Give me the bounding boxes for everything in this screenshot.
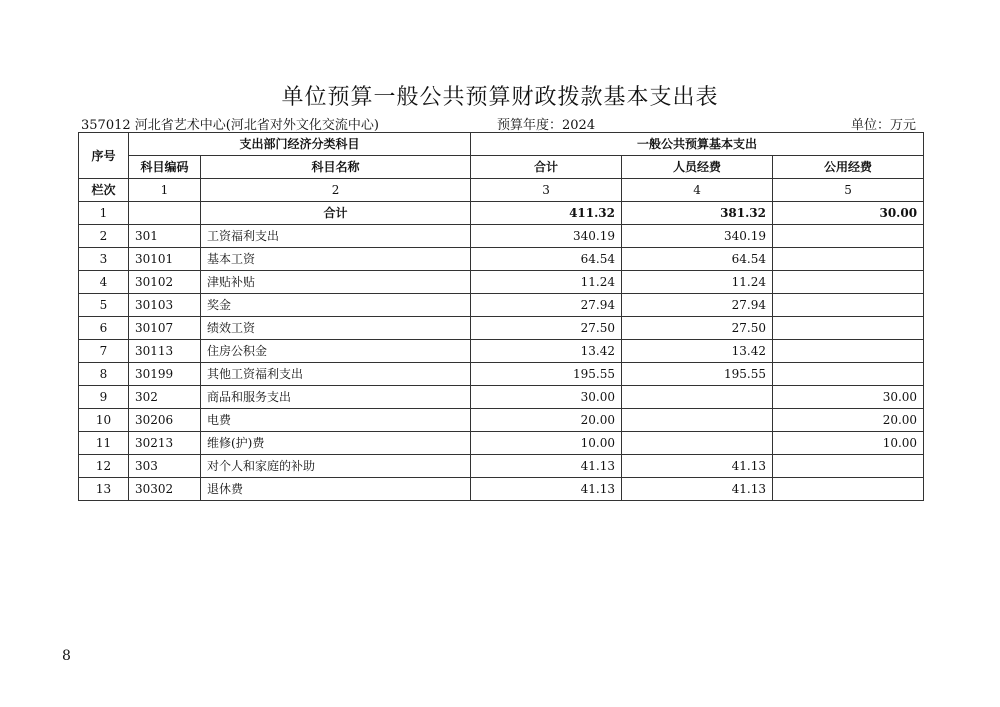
row-seq: 3	[79, 248, 129, 271]
row-public: 30.00	[773, 202, 924, 225]
table-row	[79, 409, 924, 432]
organization-label: 357012 河北省艺术中心(河北省对外文化交流中心)	[81, 118, 379, 133]
row-seq: 2	[79, 225, 129, 248]
row-public	[773, 225, 924, 248]
row-total: 20.00	[471, 409, 622, 432]
row-code: 30107	[129, 317, 201, 340]
column-index-2: 2	[201, 179, 471, 202]
header-name: 科目名称	[201, 156, 471, 179]
unit-label: 单位：万元	[850, 118, 916, 133]
row-total: 64.54	[471, 248, 622, 271]
table-row	[79, 271, 924, 294]
row-seq: 6	[79, 317, 129, 340]
row-code: 30213	[129, 432, 201, 455]
table-row	[79, 455, 924, 478]
row-public	[773, 248, 924, 271]
header-group-classification: 支出部门经济分类科目	[129, 133, 471, 156]
row-code: 301	[129, 225, 201, 248]
row-personnel	[622, 432, 773, 455]
header-group-basic-expenditure: 一般公共预算基本支出	[471, 133, 924, 156]
header-row-group	[79, 133, 924, 156]
column-index-1: 1	[129, 179, 201, 202]
table-row	[79, 363, 924, 386]
page-title: 单位预算一般公共预算财政拨款基本支出表	[281, 85, 719, 110]
column-index-row	[79, 179, 924, 202]
row-code: 30199	[129, 363, 201, 386]
column-index-3: 3	[471, 179, 622, 202]
row-name: 奖金	[201, 294, 471, 317]
row-total: 340.19	[471, 225, 622, 248]
row-seq: 8	[79, 363, 129, 386]
row-personnel: 41.13	[622, 478, 773, 501]
budget-year-label: 预算年度：2024	[497, 118, 596, 133]
row-personnel: 340.19	[622, 225, 773, 248]
column-index-5: 5	[773, 179, 924, 202]
table-row	[79, 294, 924, 317]
row-total: 11.24	[471, 271, 622, 294]
row-code: 303	[129, 455, 201, 478]
row-public	[773, 271, 924, 294]
table-row	[79, 225, 924, 248]
header-seq: 序号	[79, 133, 129, 179]
row-public	[773, 478, 924, 501]
row-personnel: 27.94	[622, 294, 773, 317]
row-public	[773, 340, 924, 363]
row-seq: 5	[79, 294, 129, 317]
table-row	[79, 478, 924, 501]
row-public	[773, 455, 924, 478]
row-seq: 7	[79, 340, 129, 363]
row-total: 411.32	[471, 202, 622, 225]
row-public: 20.00	[773, 409, 924, 432]
row-code: 30206	[129, 409, 201, 432]
page-number: 8	[62, 648, 71, 664]
column-index-4: 4	[622, 179, 773, 202]
row-name: 商品和服务支出	[201, 386, 471, 409]
row-personnel: 41.13	[622, 455, 773, 478]
row-seq: 11	[79, 432, 129, 455]
row-name: 工资福利支出	[201, 225, 471, 248]
row-total: 41.13	[471, 455, 622, 478]
table-row	[79, 432, 924, 455]
row-code: 302	[129, 386, 201, 409]
row-name: 维修(护)费	[201, 432, 471, 455]
row-name: 绩效工资	[201, 317, 471, 340]
budget-table	[78, 132, 924, 501]
header-row-columns	[79, 156, 924, 179]
header-total: 合计	[471, 156, 622, 179]
row-seq: 9	[79, 386, 129, 409]
row-public: 30.00	[773, 386, 924, 409]
row-seq: 4	[79, 271, 129, 294]
row-personnel	[622, 409, 773, 432]
row-personnel: 13.42	[622, 340, 773, 363]
row-public	[773, 317, 924, 340]
row-total: 41.13	[471, 478, 622, 501]
row-personnel: 27.50	[622, 317, 773, 340]
row-name: 其他工资福利支出	[201, 363, 471, 386]
table-row	[79, 317, 924, 340]
row-public: 10.00	[773, 432, 924, 455]
row-public	[773, 294, 924, 317]
row-name: 津贴补贴	[201, 271, 471, 294]
row-seq: 1	[79, 202, 129, 225]
header-code: 科目编码	[129, 156, 201, 179]
row-total: 27.94	[471, 294, 622, 317]
row-total: 30.00	[471, 386, 622, 409]
row-total: 195.55	[471, 363, 622, 386]
row-name: 基本工资	[201, 248, 471, 271]
header-public: 公用经费	[773, 156, 924, 179]
row-name: 对个人和家庭的补助	[201, 455, 471, 478]
row-code	[129, 202, 201, 225]
row-personnel: 11.24	[622, 271, 773, 294]
row-code: 30302	[129, 478, 201, 501]
row-personnel: 381.32	[622, 202, 773, 225]
row-total: 13.42	[471, 340, 622, 363]
row-personnel: 195.55	[622, 363, 773, 386]
row-name: 合计	[201, 202, 471, 225]
table-row	[79, 386, 924, 409]
table-row	[79, 202, 924, 225]
row-seq: 10	[79, 409, 129, 432]
column-index-label: 栏次	[79, 179, 129, 202]
row-name: 退休费	[201, 478, 471, 501]
row-code: 30103	[129, 294, 201, 317]
table-row	[79, 248, 924, 271]
row-seq: 13	[79, 478, 129, 501]
row-personnel	[622, 386, 773, 409]
row-personnel: 64.54	[622, 248, 773, 271]
row-total: 27.50	[471, 317, 622, 340]
row-code: 30113	[129, 340, 201, 363]
row-seq: 12	[79, 455, 129, 478]
row-total: 10.00	[471, 432, 622, 455]
row-name: 电费	[201, 409, 471, 432]
row-code: 30102	[129, 271, 201, 294]
header-personnel: 人员经费	[622, 156, 773, 179]
row-name: 住房公积金	[201, 340, 471, 363]
row-code: 30101	[129, 248, 201, 271]
table-row	[79, 340, 924, 363]
row-public	[773, 363, 924, 386]
